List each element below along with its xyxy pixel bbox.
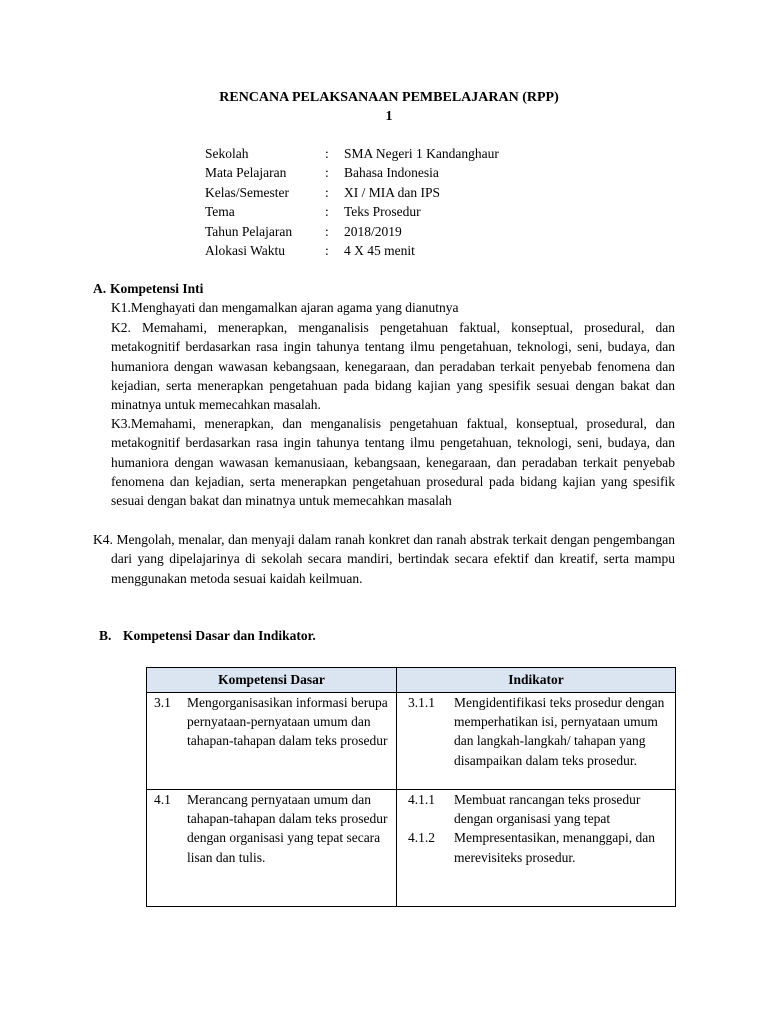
- info-value: XI / MIA dan IPS: [344, 184, 441, 200]
- kd-text: Merancang pernyataan umum dan tahapan-tahapan dalam teks prosedur dengan organisasi yang tepat secara lisan dan tulis.: [187, 792, 388, 865]
- section-title: Kompetensi Dasar dan Indikator.: [123, 628, 316, 643]
- section-title: Kompetensi Inti: [110, 281, 204, 296]
- indicator-item: [397, 828, 675, 866]
- kd-cell: [147, 693, 397, 790]
- info-separator: :: [325, 165, 329, 181]
- competence-table: [146, 667, 676, 907]
- info-separator: :: [325, 223, 329, 239]
- indicator-item: [397, 790, 675, 828]
- indicator-code: 3.1.1: [408, 695, 435, 710]
- info-label: Tema: [205, 204, 235, 220]
- info-value: SMA Negeri 1 Kandanghaur: [344, 146, 499, 161]
- indicator-cell: [397, 693, 676, 790]
- core-competence-k1: K1.Menghayati dan mengamalkan ajaran agama yang dianutnya: [111, 300, 459, 315]
- core-competence-k4: K4. Mengolah, menalar, dan menyaji dalam ranah konkret dan ranah abstrak terkait dengan pengembangan dari yang dipelajarinya di sekolah secara mandiri, bertindak secara efektif dan kreatif, serta mampu menggunakan metoda sesuai kaidah keilmuan.: [93, 532, 675, 586]
- title-line-1: RENCANA PELAKSANAAN PEMBELAJARAN (RPP): [219, 90, 559, 105]
- info-separator: :: [325, 242, 329, 258]
- section-number: A.: [93, 281, 107, 296]
- kd-cell: [147, 790, 397, 907]
- info-value: Bahasa Indonesia: [344, 165, 439, 181]
- indicator-text: Membuat rancangan teks prosedur dengan organisasi yang tepat: [454, 792, 641, 827]
- table-header-row: [147, 668, 676, 693]
- core-competence-k4-wrap: [93, 530, 675, 588]
- indicator-cell: [397, 790, 676, 907]
- section-a-heading: [93, 279, 203, 298]
- header-indicator: Indikator: [397, 668, 676, 693]
- info-label: Alokasi Waktu: [205, 242, 286, 258]
- info-value: 4 X 45 menit: [344, 242, 415, 258]
- document-title: [0, 88, 768, 126]
- info-label: Kelas/Semester: [205, 184, 289, 200]
- indicator-text: Mengidentifikasi teks prosedur dengan memperhatikan isi, pernyataan umum dan langkah-langkah/ tahapan yang disampaikan dalam teks prosedur.: [454, 695, 665, 768]
- indicator-item: [397, 693, 675, 770]
- info-label: Mata Pelajaran: [205, 165, 287, 181]
- header-basic-competence: Kompetensi Dasar: [147, 668, 397, 693]
- core-competence-k3: K3.Memahami, menerapkan, dan menganalisis pengetahuan faktual, konseptual, prosedural, dan metakognitif berdasarkan rasa ingin tahunya tentang ilmu pengetahuan, teknologi, seni, budaya, dan humaniora dengan wawasan kemanusiaan, kebangsaan, kenegaraan, dan peradaban terkait penyebab fenomena dan kejadian, serta menerapkan pengetahuan prosedural pada bidang kajian yang spesifik sesuai dengan bakat dan minatnya untuk memecahkan masalah: [111, 416, 675, 509]
- info-label: Tahun Pelajaran: [205, 223, 293, 239]
- title-line-2: 1: [385, 109, 393, 124]
- info-label: Sekolah: [205, 146, 249, 161]
- kd-item: [147, 693, 396, 751]
- kd-code: 4.1: [154, 792, 171, 807]
- info-separator: :: [325, 146, 329, 161]
- table-row: [147, 790, 676, 907]
- section-number: B.: [99, 628, 112, 643]
- indicator-text: Mempresentasikan, menanggapi, dan merevisiteks prosedur.: [454, 830, 655, 865]
- indicator-code: 4.1.2: [408, 830, 435, 846]
- kd-text: Mengorganisasikan informasi berupa pernyataan-pernyataan umum dan tahapan-tahapan dalam teks prosedur: [187, 695, 388, 749]
- table-row: [147, 693, 676, 790]
- section-b-heading: [99, 626, 316, 645]
- info-separator: :: [325, 204, 329, 220]
- kd-code: 3.1: [154, 695, 171, 710]
- info-value: Teks Prosedur: [344, 204, 421, 220]
- core-competence-k2: K2. Memahami, menerapkan, menganalisis pengetahuan faktual, konseptual, prosedural, dan metakognitif berdasarkan rasa ingin tahunya tentang ilmu pengetahuan, teknologi, seni, budaya, dan humaniora dengan wawasan kebangsaan, kenegaraan, dan peradaban terkait penyebab fenomena dan kejadian, serta menerapkan pengetahuan pada bidang kajian yang spesifik sesuai dengan bakat dan minatnya untuk memecahkan masalah.: [111, 320, 675, 413]
- info-separator: :: [325, 184, 329, 200]
- info-value: 2018/2019: [344, 223, 402, 239]
- kd-item: [147, 790, 396, 867]
- indicator-code: 4.1.1: [408, 792, 435, 807]
